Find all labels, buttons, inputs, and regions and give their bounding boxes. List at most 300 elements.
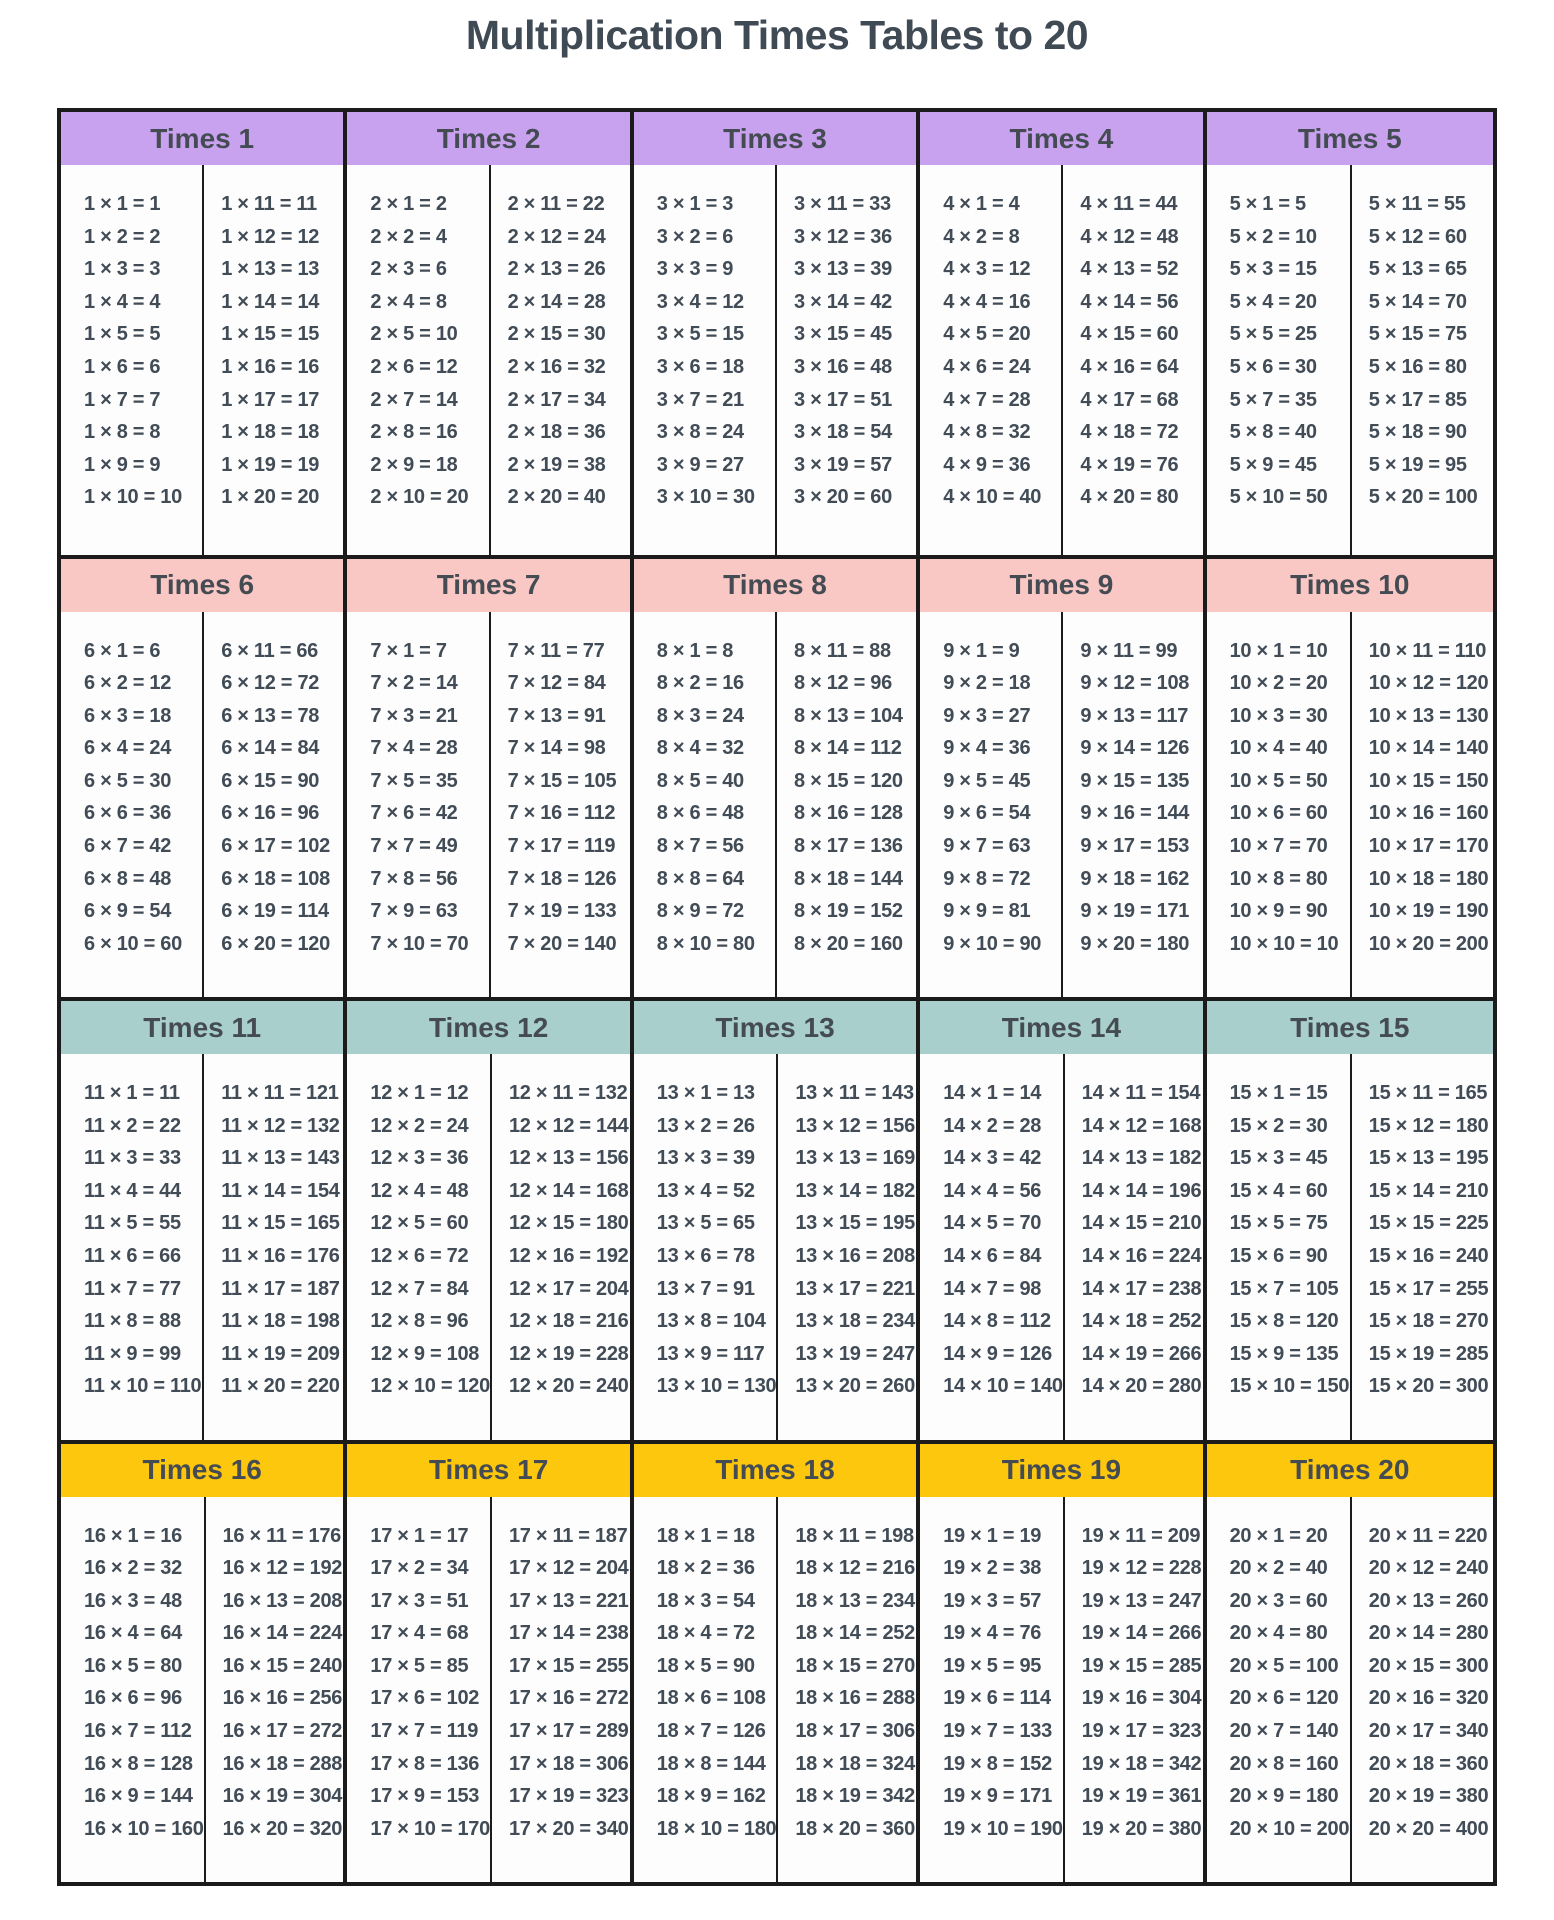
table-body xyxy=(347,1497,629,1883)
equation: 20 × 9 = 180 xyxy=(1229,1785,1339,1808)
equation: 13 × 13 = 169 xyxy=(795,1147,915,1170)
equation: 5 × 7 = 35 xyxy=(1229,388,1317,411)
table-header: Times 8 xyxy=(634,559,916,612)
equation: 2 × 14 = 28 xyxy=(507,290,606,313)
equation: 12 × 6 = 72 xyxy=(370,1244,469,1267)
equation: 19 × 4 = 76 xyxy=(943,1622,1042,1645)
equation: 16 × 9 = 144 xyxy=(84,1785,193,1808)
equation-column xyxy=(776,1497,916,1883)
equation: 13 × 1 = 13 xyxy=(656,1082,755,1104)
equation-column xyxy=(1063,1054,1203,1440)
equation: 2 × 8 = 16 xyxy=(370,421,458,444)
equation: 6 × 11 = 66 xyxy=(221,639,318,662)
equation: 2 × 20 = 40 xyxy=(507,486,606,509)
equation: 1 × 12 = 12 xyxy=(221,225,320,248)
equation: 10 × 3 = 30 xyxy=(1229,704,1328,727)
equation: 7 × 18 = 126 xyxy=(507,867,617,890)
equation: 17 × 9 = 153 xyxy=(370,1785,480,1808)
equation: 1 × 15 = 15 xyxy=(221,323,320,346)
equation-column xyxy=(1207,1497,1350,1883)
table-header: Times 17 xyxy=(347,1444,629,1497)
equation: 10 × 9 = 90 xyxy=(1229,900,1328,923)
equation: 1 × 2 = 2 xyxy=(84,225,161,248)
equation: 6 × 8 = 48 xyxy=(84,867,172,890)
equation: 11 × 19 = 209 xyxy=(221,1342,340,1365)
equation: 20 × 17 = 340 xyxy=(1368,1720,1489,1743)
equation: 13 × 10 = 130 xyxy=(656,1375,777,1398)
equation: 11 × 6 = 66 xyxy=(84,1244,181,1267)
equation-column xyxy=(775,612,916,998)
equation: 8 × 12 = 96 xyxy=(793,672,892,695)
equation-column xyxy=(1061,165,1202,555)
equation: 15 × 17 = 255 xyxy=(1368,1277,1489,1300)
equation: 15 × 12 = 180 xyxy=(1368,1114,1489,1137)
equation-column xyxy=(634,165,775,555)
equation: 14 × 11 = 154 xyxy=(1081,1082,1201,1104)
equation: 2 × 18 = 36 xyxy=(507,421,606,444)
equation: 12 × 17 = 204 xyxy=(508,1277,629,1300)
equation-column xyxy=(490,1497,630,1883)
equation: 18 × 9 = 162 xyxy=(656,1785,766,1808)
equation: 15 × 3 = 45 xyxy=(1229,1147,1328,1170)
equation: 5 × 1 = 5 xyxy=(1229,193,1306,215)
equation: 5 × 10 = 50 xyxy=(1229,486,1328,509)
equation: 6 × 10 = 60 xyxy=(84,932,182,955)
equation: 4 × 9 = 36 xyxy=(943,453,1031,476)
equation: 19 × 12 = 228 xyxy=(1081,1557,1202,1580)
equation: 16 × 10 = 160 xyxy=(84,1817,204,1840)
equation-column xyxy=(202,165,343,555)
equation-column xyxy=(1350,1054,1493,1440)
equation: 11 × 13 = 143 xyxy=(221,1147,340,1170)
equation: 20 × 10 = 200 xyxy=(1229,1817,1350,1840)
equation: 19 × 6 = 114 xyxy=(943,1687,1051,1710)
equation: 9 × 4 = 36 xyxy=(943,737,1031,760)
equation: 19 × 7 = 133 xyxy=(943,1720,1052,1743)
table-body xyxy=(634,1497,916,1883)
equation: 3 × 4 = 12 xyxy=(656,290,744,313)
equation: 17 × 7 = 119 xyxy=(370,1720,479,1743)
equation: 20 × 1 = 20 xyxy=(1229,1524,1328,1547)
table-header: Times 12 xyxy=(347,1001,629,1054)
equation: 16 × 12 = 192 xyxy=(222,1557,343,1580)
equation: 11 × 5 = 55 xyxy=(84,1212,181,1235)
equation: 6 × 13 = 78 xyxy=(221,704,320,727)
equation: 1 × 4 = 4 xyxy=(84,290,161,313)
equation: 3 × 13 = 39 xyxy=(793,258,892,281)
equation: 19 × 14 = 266 xyxy=(1081,1622,1202,1645)
equation-column xyxy=(347,165,488,555)
equation: 17 × 14 = 238 xyxy=(508,1622,629,1645)
equation: 8 × 14 = 112 xyxy=(793,737,902,760)
equation: 18 × 15 = 270 xyxy=(795,1654,915,1677)
equation: 18 × 3 = 54 xyxy=(656,1589,755,1612)
equation: 17 × 5 = 85 xyxy=(370,1654,469,1677)
equation: 5 × 8 = 40 xyxy=(1229,421,1317,444)
equation: 8 × 1 = 8 xyxy=(656,639,734,662)
equation: 2 × 17 = 34 xyxy=(507,388,606,411)
equation: 7 × 14 = 98 xyxy=(507,737,606,760)
table-times-16-20-3 xyxy=(920,1444,1206,1883)
table-times-11-15-1 xyxy=(347,1001,633,1440)
equation: 15 × 19 = 285 xyxy=(1368,1342,1489,1365)
equation: 16 × 4 = 64 xyxy=(84,1622,182,1645)
equation: 16 × 11 = 176 xyxy=(222,1524,342,1547)
equation: 7 × 13 = 91 xyxy=(507,704,606,727)
equation: 16 × 7 = 112 xyxy=(84,1720,192,1743)
equation: 12 × 4 = 48 xyxy=(370,1179,469,1202)
table-times-6-10-1 xyxy=(347,559,633,998)
equation-column xyxy=(1207,165,1350,555)
equation: 4 × 13 = 52 xyxy=(1080,258,1179,281)
equation: 7 × 5 = 35 xyxy=(370,769,458,792)
equation: 10 × 7 = 70 xyxy=(1229,835,1328,858)
equation: 4 × 11 = 44 xyxy=(1080,193,1178,215)
equation: 19 × 16 = 304 xyxy=(1081,1687,1202,1710)
equation-column xyxy=(1061,612,1202,998)
equation: 19 × 9 = 171 xyxy=(943,1785,1052,1808)
times-tables-grid xyxy=(57,108,1497,1886)
table-header: Times 14 xyxy=(920,1001,1202,1054)
equation: 14 × 8 = 112 xyxy=(943,1310,1051,1333)
equation: 8 × 5 = 40 xyxy=(656,769,744,792)
equation: 11 × 11 = 121 xyxy=(221,1082,339,1104)
equation: 9 × 3 = 27 xyxy=(943,704,1031,727)
equation: 6 × 4 = 24 xyxy=(84,737,172,760)
equation: 7 × 10 = 70 xyxy=(370,932,469,955)
equation: 17 × 18 = 306 xyxy=(508,1752,629,1775)
equation: 4 × 3 = 12 xyxy=(943,258,1031,281)
equation: 13 × 18 = 234 xyxy=(795,1310,915,1333)
equation: 17 × 6 = 102 xyxy=(370,1687,480,1710)
equation: 15 × 20 = 300 xyxy=(1368,1375,1489,1398)
equation: 9 × 13 = 117 xyxy=(1080,704,1189,727)
equation: 7 × 20 = 140 xyxy=(507,932,617,955)
equation: 9 × 16 = 144 xyxy=(1080,802,1190,825)
equation: 1 × 5 = 5 xyxy=(84,323,161,346)
equation: 17 × 20 = 340 xyxy=(508,1817,629,1840)
equation: 3 × 6 = 18 xyxy=(656,355,744,378)
equation: 12 × 19 = 228 xyxy=(508,1342,629,1365)
equation: 20 × 16 = 320 xyxy=(1368,1687,1489,1710)
equation: 2 × 19 = 38 xyxy=(507,453,606,476)
equation: 19 × 5 = 95 xyxy=(943,1654,1042,1677)
equation: 4 × 17 = 68 xyxy=(1080,388,1179,411)
equation: 6 × 19 = 114 xyxy=(221,900,329,923)
equation-column xyxy=(920,165,1061,555)
equation: 8 × 11 = 88 xyxy=(793,639,891,662)
equation: 1 × 19 = 19 xyxy=(221,453,320,476)
equation-column xyxy=(202,1054,343,1440)
equation: 13 × 4 = 52 xyxy=(656,1179,755,1202)
equation: 6 × 14 = 84 xyxy=(221,737,320,760)
equation: 12 × 1 = 12 xyxy=(370,1082,469,1104)
equation-column xyxy=(61,1497,204,1883)
equation: 7 × 17 = 119 xyxy=(507,835,616,858)
equation-column xyxy=(920,1497,1063,1883)
equation: 5 × 4 = 20 xyxy=(1229,290,1317,313)
equation: 19 × 10 = 190 xyxy=(943,1817,1063,1840)
table-header: Times 10 xyxy=(1207,559,1493,612)
equation: 14 × 14 = 196 xyxy=(1081,1179,1202,1202)
table-body xyxy=(1207,165,1493,555)
equation: 12 × 15 = 180 xyxy=(508,1212,629,1235)
equation: 9 × 8 = 72 xyxy=(943,867,1031,890)
equation-column xyxy=(634,1497,777,1883)
equation-column xyxy=(920,1054,1063,1440)
equation: 9 × 6 = 54 xyxy=(943,802,1031,825)
table-body xyxy=(1207,612,1493,998)
equation: 20 × 15 = 300 xyxy=(1368,1654,1489,1677)
equation-column xyxy=(489,612,630,998)
equation: 18 × 5 = 90 xyxy=(656,1654,755,1677)
equation: 12 × 10 = 120 xyxy=(370,1375,490,1398)
equation: 13 × 7 = 91 xyxy=(656,1277,755,1300)
equation: 19 × 11 = 209 xyxy=(1081,1524,1201,1547)
equation: 1 × 8 = 8 xyxy=(84,421,161,444)
table-times-1-5-4 xyxy=(1207,112,1493,555)
equation: 8 × 4 = 32 xyxy=(656,737,744,760)
equation: 9 × 9 = 81 xyxy=(943,900,1031,923)
equation: 9 × 18 = 162 xyxy=(1080,867,1190,890)
equation: 12 × 7 = 84 xyxy=(370,1277,469,1300)
equation: 20 × 11 = 220 xyxy=(1368,1524,1488,1547)
equation-column xyxy=(1350,612,1493,998)
equation: 9 × 14 = 126 xyxy=(1080,737,1190,760)
equation: 18 × 18 = 324 xyxy=(795,1752,915,1775)
equation: 14 × 2 = 28 xyxy=(943,1114,1042,1137)
equation: 13 × 2 = 26 xyxy=(656,1114,755,1137)
table-body xyxy=(634,1054,916,1440)
equation: 11 × 12 = 132 xyxy=(221,1114,340,1137)
equation: 13 × 5 = 65 xyxy=(656,1212,755,1235)
equation: 19 × 8 = 152 xyxy=(943,1752,1052,1775)
equation: 5 × 20 = 100 xyxy=(1368,486,1478,509)
equation: 2 × 10 = 20 xyxy=(370,486,469,509)
equation: 11 × 18 = 198 xyxy=(221,1310,340,1333)
equation: 13 × 19 = 247 xyxy=(795,1342,915,1365)
equation: 15 × 6 = 90 xyxy=(1229,1244,1328,1267)
equation: 13 × 20 = 260 xyxy=(795,1375,915,1398)
table-body xyxy=(1207,1054,1493,1440)
table-times-6-10-2 xyxy=(634,559,920,998)
equation: 7 × 2 = 14 xyxy=(370,672,458,695)
equation: 4 × 15 = 60 xyxy=(1080,323,1179,346)
table-body xyxy=(634,165,916,555)
equation: 20 × 7 = 140 xyxy=(1229,1720,1339,1743)
table-body xyxy=(1207,1497,1493,1883)
equation: 14 × 1 = 14 xyxy=(943,1082,1042,1104)
table-header: Times 19 xyxy=(920,1444,1202,1497)
equation: 15 × 7 = 105 xyxy=(1229,1277,1339,1300)
equation: 3 × 9 = 27 xyxy=(656,453,744,476)
equation: 2 × 3 = 6 xyxy=(370,258,447,281)
equation: 11 × 3 = 33 xyxy=(84,1147,181,1170)
equation: 12 × 8 = 96 xyxy=(370,1310,469,1333)
equation: 20 × 2 = 40 xyxy=(1229,1557,1328,1580)
table-header: Times 1 xyxy=(61,112,343,165)
equation: 18 × 10 = 180 xyxy=(656,1817,777,1840)
equation: 18 × 14 = 252 xyxy=(795,1622,915,1645)
equation: 15 × 8 = 120 xyxy=(1229,1310,1339,1333)
equation: 8 × 6 = 48 xyxy=(656,802,744,825)
equation: 3 × 20 = 60 xyxy=(793,486,892,509)
equation: 20 × 12 = 240 xyxy=(1368,1557,1489,1580)
equation: 16 × 2 = 32 xyxy=(84,1557,182,1580)
table-body xyxy=(347,612,629,998)
equation: 9 × 15 = 135 xyxy=(1080,769,1190,792)
equation: 5 × 19 = 95 xyxy=(1368,453,1467,476)
equation: 1 × 10 = 10 xyxy=(84,486,182,509)
equation: 7 × 8 = 56 xyxy=(370,867,458,890)
equation-column xyxy=(634,612,775,998)
equation: 15 × 4 = 60 xyxy=(1229,1179,1328,1202)
equation: 6 × 7 = 42 xyxy=(84,835,172,858)
equation-column xyxy=(920,612,1061,998)
equation-column xyxy=(776,1054,916,1440)
equation: 7 × 3 = 21 xyxy=(370,704,458,727)
equation: 9 × 20 = 180 xyxy=(1080,932,1190,955)
equation: 10 × 20 = 200 xyxy=(1368,932,1489,955)
equation-column xyxy=(1350,165,1493,555)
equation: 8 × 15 = 120 xyxy=(793,769,903,792)
equation: 14 × 4 = 56 xyxy=(943,1179,1042,1202)
equation: 15 × 1 = 15 xyxy=(1229,1082,1328,1104)
table-header: Times 18 xyxy=(634,1444,916,1497)
equation: 10 × 15 = 150 xyxy=(1368,769,1489,792)
table-times-1-5-3 xyxy=(920,112,1206,555)
table-times-1-5-0 xyxy=(61,112,347,555)
equation: 10 × 19 = 190 xyxy=(1368,900,1489,923)
equation: 11 × 1 = 11 xyxy=(84,1082,180,1104)
equation: 12 × 9 = 108 xyxy=(370,1342,480,1365)
equation: 10 × 12 = 120 xyxy=(1368,672,1489,695)
equation: 7 × 6 = 42 xyxy=(370,802,458,825)
equation: 5 × 11 = 55 xyxy=(1368,193,1466,215)
equation: 17 × 15 = 255 xyxy=(508,1654,629,1677)
equation: 17 × 1 = 17 xyxy=(370,1524,469,1547)
equation: 16 × 3 = 48 xyxy=(84,1589,182,1612)
equation: 14 × 10 = 140 xyxy=(943,1375,1063,1398)
equation: 7 × 1 = 7 xyxy=(370,639,447,662)
equation: 9 × 1 = 9 xyxy=(943,639,1020,662)
equation: 11 × 16 = 176 xyxy=(221,1244,340,1267)
equation: 14 × 9 = 126 xyxy=(943,1342,1052,1365)
table-body xyxy=(634,612,916,998)
equation: 11 × 20 = 220 xyxy=(221,1375,340,1398)
equation: 4 × 8 = 32 xyxy=(943,421,1031,444)
equation: 12 × 20 = 240 xyxy=(508,1375,629,1398)
equation: 7 × 7 = 49 xyxy=(370,835,458,858)
equation: 2 × 5 = 10 xyxy=(370,323,458,346)
equation: 10 × 18 = 180 xyxy=(1368,867,1489,890)
table-body xyxy=(920,1054,1202,1440)
equation-column xyxy=(490,1054,630,1440)
equation: 8 × 10 = 80 xyxy=(656,932,755,955)
equation: 12 × 3 = 36 xyxy=(370,1147,469,1170)
equation: 20 × 5 = 100 xyxy=(1229,1654,1339,1677)
equation: 14 × 5 = 70 xyxy=(943,1212,1042,1235)
equation: 8 × 9 = 72 xyxy=(656,900,744,923)
equation: 6 × 20 = 120 xyxy=(221,932,330,955)
equation: 3 × 5 = 15 xyxy=(656,323,744,346)
equation: 3 × 2 = 6 xyxy=(656,225,734,248)
equation: 15 × 2 = 30 xyxy=(1229,1114,1328,1137)
section-times-1-5 xyxy=(61,112,1493,555)
equation: 5 × 9 = 45 xyxy=(1229,453,1317,476)
equation: 1 × 9 = 9 xyxy=(84,453,161,476)
table-header: Times 4 xyxy=(920,112,1202,165)
equation: 14 × 12 = 168 xyxy=(1081,1114,1202,1137)
equation: 3 × 10 = 30 xyxy=(656,486,755,509)
equation: 2 × 12 = 24 xyxy=(507,225,606,248)
equation: 13 × 9 = 117 xyxy=(656,1342,765,1365)
equation: 13 × 17 = 221 xyxy=(795,1277,915,1300)
equation: 19 × 19 = 361 xyxy=(1081,1785,1202,1808)
equation: 17 × 11 = 187 xyxy=(508,1524,628,1547)
equation: 11 × 15 = 165 xyxy=(221,1212,340,1235)
equation: 5 × 13 = 65 xyxy=(1368,258,1467,281)
equation: 7 × 4 = 28 xyxy=(370,737,458,760)
section-times-11-15 xyxy=(61,997,1493,1440)
section-times-16-20 xyxy=(61,1440,1493,1883)
equation: 12 × 12 = 144 xyxy=(508,1114,629,1137)
table-header: Times 9 xyxy=(920,559,1202,612)
equation: 9 × 10 = 90 xyxy=(943,932,1042,955)
equation: 8 × 8 = 64 xyxy=(656,867,744,890)
equation: 10 × 6 = 60 xyxy=(1229,802,1328,825)
equation: 15 × 11 = 165 xyxy=(1368,1082,1488,1104)
equation: 19 × 13 = 247 xyxy=(1081,1589,1202,1612)
equation: 17 × 17 = 289 xyxy=(508,1720,629,1743)
equation: 19 × 15 = 285 xyxy=(1081,1654,1202,1677)
equation-column xyxy=(61,612,202,998)
equation: 16 × 6 = 96 xyxy=(84,1687,182,1710)
equation: 5 × 6 = 30 xyxy=(1229,355,1317,378)
table-header: Times 2 xyxy=(347,112,629,165)
equation: 10 × 10 = 10 xyxy=(1229,932,1339,955)
equation: 3 × 19 = 57 xyxy=(793,453,892,476)
table-header: Times 6 xyxy=(61,559,343,612)
equation: 3 × 15 = 45 xyxy=(793,323,892,346)
table-times-11-15-4 xyxy=(1207,1001,1493,1440)
table-header: Times 5 xyxy=(1207,112,1493,165)
table-times-16-20-0 xyxy=(61,1444,347,1883)
table-body xyxy=(347,1054,629,1440)
table-header: Times 16 xyxy=(61,1444,343,1497)
equation: 14 × 20 = 280 xyxy=(1081,1375,1202,1398)
equation: 20 × 13 = 260 xyxy=(1368,1589,1489,1612)
equation: 16 × 1 = 16 xyxy=(84,1524,182,1547)
equation: 11 × 17 = 187 xyxy=(221,1277,340,1300)
equation: 3 × 1 = 3 xyxy=(656,193,734,215)
table-body xyxy=(61,1497,343,1883)
equation-column xyxy=(1207,612,1350,998)
equation: 18 × 20 = 360 xyxy=(795,1817,915,1840)
equation: 16 × 18 = 288 xyxy=(222,1752,343,1775)
equation-column xyxy=(347,1054,490,1440)
equation: 13 × 14 = 182 xyxy=(795,1179,915,1202)
equation: 14 × 19 = 266 xyxy=(1081,1342,1202,1365)
table-header: Times 20 xyxy=(1207,1444,1493,1497)
equation: 2 × 1 = 2 xyxy=(370,193,447,215)
equation: 17 × 8 = 136 xyxy=(370,1752,480,1775)
equation-column xyxy=(202,612,343,998)
equation: 3 × 14 = 42 xyxy=(793,290,892,313)
equation: 1 × 14 = 14 xyxy=(221,290,320,313)
equation: 11 × 8 = 88 xyxy=(84,1310,181,1333)
page-title: Multiplication Times Tables to 20 xyxy=(465,12,1089,58)
